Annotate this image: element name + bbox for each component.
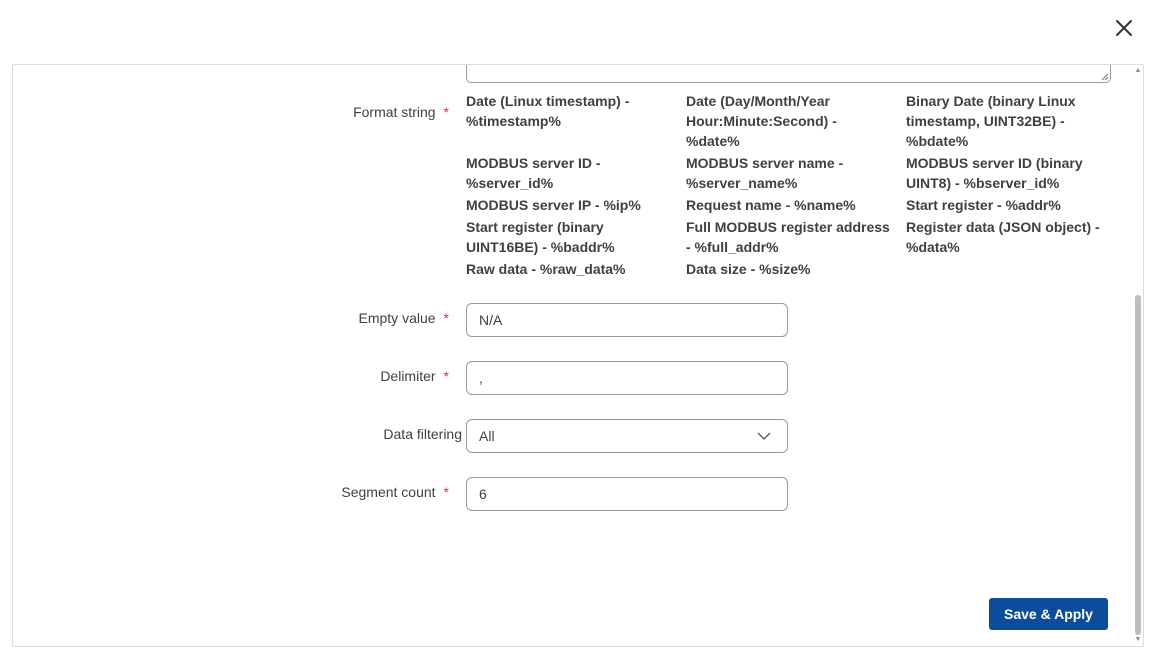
textarea-field[interactable] <box>466 64 1111 83</box>
data-filtering-value: All <box>479 428 495 444</box>
chevron-down-icon <box>757 432 771 440</box>
required-marker: * <box>443 104 449 120</box>
scroll-down-icon[interactable]: ▼ <box>1134 636 1142 643</box>
help-item: MODBUS server ID (binary UINT8) - %bserver_id% <box>906 155 1083 191</box>
delimiter-label: Delimiter * <box>380 368 449 384</box>
help-item: Register data (JSON object) - %data% <box>906 219 1100 255</box>
format-string-label: Format string * <box>353 104 449 120</box>
scrollbar[interactable] <box>1133 65 1143 646</box>
data-filtering-label: Data filtering <box>383 426 462 442</box>
help-item: Data size - %size% <box>686 261 811 277</box>
help-item: Date (Linux timestamp) - %timestamp% <box>466 93 630 129</box>
help-item: MODBUS server name - %server_name% <box>686 155 844 191</box>
help-item: Raw data - %raw_data% <box>466 261 626 277</box>
empty-value-label: Empty value * <box>358 310 449 326</box>
help-item: Request name - %name% <box>686 197 856 213</box>
scroll-thumb[interactable] <box>1135 295 1141 635</box>
resize-grip-icon[interactable] <box>1099 71 1109 81</box>
help-item: MODBUS server ID - %server_id% <box>466 155 601 191</box>
required-marker: * <box>443 310 449 326</box>
required-marker: * <box>443 484 449 500</box>
help-item: MODBUS server IP - %ip% <box>466 197 641 213</box>
delimiter-input[interactable] <box>466 361 788 395</box>
empty-value-input[interactable] <box>466 303 788 337</box>
segment-count-label: Segment count * <box>341 484 449 500</box>
help-item: Binary Date (binary Linux timestamp, UINT32BE) - %bdate% <box>906 93 1076 149</box>
data-filtering-select[interactable] <box>466 419 788 453</box>
save-apply-button[interactable]: Save & Apply <box>989 598 1108 630</box>
close-icon <box>1115 19 1133 37</box>
close-button[interactable] <box>1110 14 1138 42</box>
segment-count-input[interactable] <box>466 477 788 511</box>
help-item: Start register (binary UINT16BE) - %baddr% <box>466 219 615 255</box>
scroll-up-icon[interactable]: ▲ <box>1134 67 1142 74</box>
help-item: Date (Day/Month/Year Hour:Minute:Second) - %date% <box>686 93 837 149</box>
format-help <box>466 91 1126 279</box>
required-marker: * <box>443 368 449 384</box>
help-item: Start register - %addr% <box>906 197 1061 213</box>
help-item: Full MODBUS register address - %full_addr% <box>686 219 890 255</box>
config-panel <box>12 64 1144 647</box>
